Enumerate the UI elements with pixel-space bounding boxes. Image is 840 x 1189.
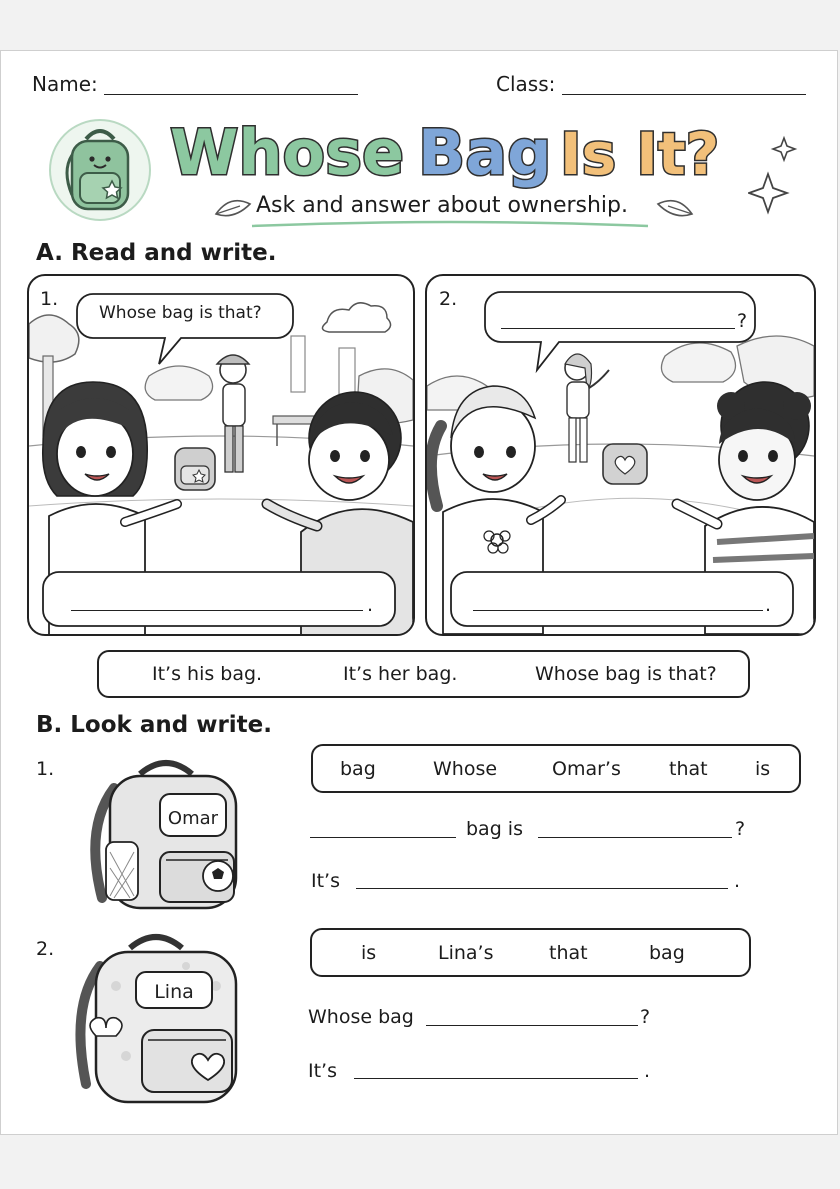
panel-1 <box>27 274 415 636</box>
title-bag: Bag <box>418 116 552 189</box>
panel-2 <box>425 274 816 636</box>
lina-name-tag: Lina <box>154 981 194 1003</box>
omar-name-tag: Omar <box>167 808 219 829</box>
item-1-blank-a[interactable] <box>310 837 456 838</box>
panel-2-answer-blank[interactable] <box>473 610 763 611</box>
item-1-its: It’s <box>311 870 340 892</box>
backpack-omar-icon <box>84 752 248 914</box>
section-b-heading: B. Look and write. <box>36 712 273 738</box>
name-blank[interactable] <box>104 94 358 95</box>
word-2-1[interactable]: is <box>361 942 377 964</box>
item-1-blank-c[interactable] <box>356 888 728 889</box>
panel-1-speech-text: Whose bag is that? <box>99 303 262 323</box>
sentence-option-3[interactable]: Whose bag is that? <box>535 663 717 685</box>
item-1-period: . <box>734 870 741 892</box>
word-1-3[interactable]: Omar’s <box>552 758 621 780</box>
item-1-number: 1. <box>36 758 55 780</box>
item-1-question-mark: ? <box>735 818 746 840</box>
word-1-5[interactable]: is <box>755 758 771 780</box>
backpack-lina-icon <box>66 926 246 1108</box>
section-a-heading: A. Read and write. <box>36 240 277 266</box>
item-1-middle-text: bag is <box>466 818 523 840</box>
leaf-left-icon <box>212 192 254 222</box>
class-blank[interactable] <box>562 94 806 95</box>
item-1-blank-b[interactable] <box>538 837 732 838</box>
sentence-bank <box>97 650 750 698</box>
sentence-option-2[interactable]: It’s her bag. <box>343 663 458 685</box>
panel-2-answer-period: . <box>765 594 772 616</box>
word-2-4[interactable]: bag <box>649 942 685 964</box>
panel-1-number: 1. <box>40 288 59 310</box>
word-2-2[interactable]: Lina’s <box>438 942 494 964</box>
sentence-option-1[interactable]: It’s his bag. <box>152 663 263 685</box>
sparkle-icon <box>748 128 808 216</box>
panel-1-answer-blank[interactable] <box>71 610 363 611</box>
item-2-blank-a[interactable] <box>426 1025 638 1026</box>
item-2-number: 2. <box>36 938 55 960</box>
class-label: Class: <box>496 72 556 96</box>
item-2-whose-bag: Whose bag <box>308 1006 414 1028</box>
panel-1-answer-period: . <box>367 594 374 616</box>
word-1-1[interactable]: bag <box>340 758 376 780</box>
subtitle-underline <box>250 218 650 232</box>
item-2-its: It’s <box>308 1060 337 1082</box>
panel-2-number: 2. <box>439 288 458 310</box>
word-bank-2 <box>310 928 751 977</box>
panel-1-scene <box>29 276 413 634</box>
name-label: Name: <box>32 72 98 96</box>
leaf-right-icon <box>654 192 696 222</box>
panel-2-question-blank[interactable] <box>501 328 735 329</box>
word-2-3[interactable]: that <box>549 942 588 964</box>
word-bank-1 <box>311 744 801 793</box>
panel-2-scene <box>427 276 814 634</box>
word-1-2[interactable]: Whose <box>433 758 498 780</box>
word-1-4[interactable]: that <box>669 758 708 780</box>
backpack-logo-icon <box>42 115 158 225</box>
panel-2-question-mark: ? <box>737 310 748 332</box>
title-whose: Whose <box>170 116 405 189</box>
item-2-period: . <box>644 1060 651 1082</box>
title-is-it: Is It? <box>560 120 720 188</box>
item-2-blank-b[interactable] <box>354 1078 638 1079</box>
worksheet-title <box>160 108 760 196</box>
subtitle: Ask and answer about ownership. <box>256 193 629 218</box>
item-2-question-mark: ? <box>640 1006 651 1028</box>
